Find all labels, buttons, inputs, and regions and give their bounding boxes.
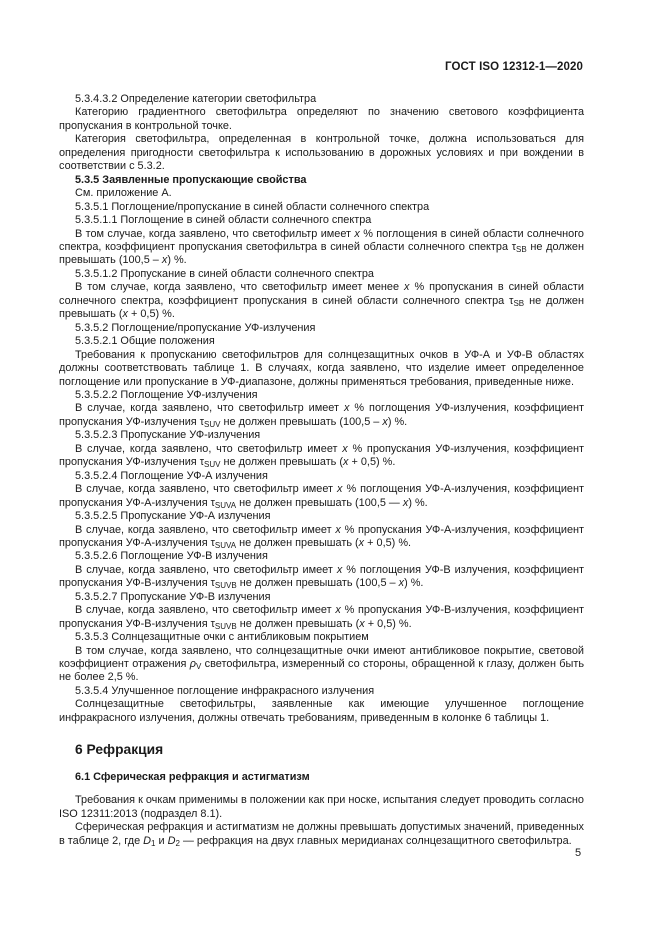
paragraph: Требования к очкам применимы в положении как при носке, испытания следует проводить согласно ISO 12311:2013 (подраздел 8.1). [59,794,584,820]
paragraph: Категория светофильтра, определенная в контрольной точке, должна использоваться для определения пригодности светофильтра к использованию в дорожных условиях и при вождении в соответствии с 5.3.2. [59,133,584,173]
paragraph: В случае, когда заявлено, что светофильтр имеет x % поглощения УФ-А-излучения, коэффициент пропускания УФ-А-излучения $\tau_{SUVA}$ не должен превышать (100,5 — x) %. [59,483,584,510]
clause-heading: 5.3.5.2.6 Поглощение УФ-В излучения [75,550,268,563]
paragraph: Категорию градиентного светофильтра определяют по значению светового коэффициента пропускания в контрольной точке. [59,106,584,132]
page-number: 5 [575,847,582,859]
paragraph: Сферическая рефракция и астигматизм не должны превышать допустимых значений, приведенных в таблице 2, где $D_1$ и $D_2$ — рефракция на двух главных меридианах солнцезащитного светофильтра. [59,821,584,848]
document-code: ГОСТ ISO 12312-1—2020 [445,61,583,73]
clause-heading: 5.3.5.2.1 Общие положения [75,335,215,348]
paragraph: В случае, когда заявлено, что светофильтр имеет x % поглощения УФ-В излучения, коэффициент пропускания УФ-В-излучения $\tau_{SUVB}$ не должен превышать (100,5 – x) %. [59,563,585,591]
clause-heading: 5.3.5.3 Солнцезащитные очки с антибликовым покрытием [75,631,369,644]
paragraph: В случае, когда заявлено, что светофильтр имеет x % пропускания УФ-В-излучения, коэффициент пропускания УФ-В-излучения $\tau_{SUVB}$ не должен превышать (x + 0,5) %. [59,604,585,631]
clause-heading: 5.3.5.2.4 Поглощение УФ-А излучения [75,469,268,482]
section-6-heading: 6 Рефракция [75,742,164,758]
clause-heading: 5.3.5.2.7 Пропускание УФ-В излучения [75,590,271,603]
paragraph: В том случае, когда заявлено, что светофильтр имеет x % поглощения в синей области солнечного спектра, коэффициент пропускания светофильтра в синей области солнечного спектра $\tau_{SB}$ не должен превышать (100,5 – x) %. [59,227,584,267]
clause-5-3-5-heading: 5.3.5 Заявленные пропускающие свойства [75,173,307,186]
clause-heading: 5.3.5.2.3 Пропускание УФ-излучения [75,429,261,442]
clause-6-1-heading: 6.1 Сферическая рефракция и астигматизм [75,770,310,783]
paragraph: См. приложение А. [75,187,172,200]
clause-heading: 5.3.5.4 Улучшенное поглощение инфракрасного излучения [75,684,375,697]
paragraph: В том случае, когда заявлено, что светофильтр имеет менее x % пропускания в синей области солнечного спектра, коэффициент пропускания в синей области солнечного спектра $\tau_{SB}$ не должен превышать (x + 0,5) %. [59,281,584,321]
clause-5-3-4-3-2-heading: 5.3.4.3.2 Определение категории светофильтра [75,93,317,105]
clause-heading: 5.3.5.1.2 Пропускание в синей области солнечного спектра [75,267,374,280]
page-body [59,93,584,848]
paragraph: Солнцезащитные светофильтры, заявленные как имеющие улучшенное поглощение инфракрасного излучения, должны отвечать требованиям, приведенным в колонке 6 таблицы 1. [59,698,584,724]
clause-heading: 5.3.5.1.1 Поглощение в синей области солнечного спектра [75,214,372,227]
paragraph: В случае, когда заявлено, что светофильтр имеет x % пропускания УФ-излучения, коэффициент пропускания УФ-излучения $\tau_{SUV}$ не должен превышать (x + 0,5) %. [59,442,585,470]
paragraph: В случае, когда заявлено, что светофильтр имеет x % пропускания УФ-А-излучения, коэффициент пропускания УФ-А-излучения $\tau_{SUVA}$ не должен превышать (x + 0,5) %. [59,523,585,550]
clause-heading: 5.3.5.2 Поглощение/пропускание УФ-излучения [75,321,316,334]
paragraph: В случае, когда заявлено, что светофильтр имеет x % поглощения УФ-излучения, коэффициент пропускания УФ-излучения $\tau_{SUV}$ не должен превышать (100,5 – x) %. [59,402,584,429]
clause-heading: 5.3.5.2.5 Пропускание УФ-А излучения [75,510,271,523]
clause-heading: 5.3.5.1 Поглощение/пропускание в синей области солнечного спектра [75,200,430,213]
clause-heading: 5.3.5.2.2 Поглощение УФ-излучения [75,388,258,401]
paragraph: Требования к пропусканию светофильтров для солнцезащитных очков в УФ-А и УФ-В областях должны соответствовать таблице 1. В случаях, когда заявлено, что изделие имеет определенное поглощение или пропускание в УФ-диапазоне, должны применяться требования, приведенные ниже. [59,348,584,388]
paragraph: В том случае, когда заявлено, что солнцезащитные очки имеют антибликовое покрытие, световой коэффициент отражения $\rho_V$ светофильтра, измеренный со стороны, обращенной к глазу, должен быть не более 2,5 %. [59,644,584,684]
